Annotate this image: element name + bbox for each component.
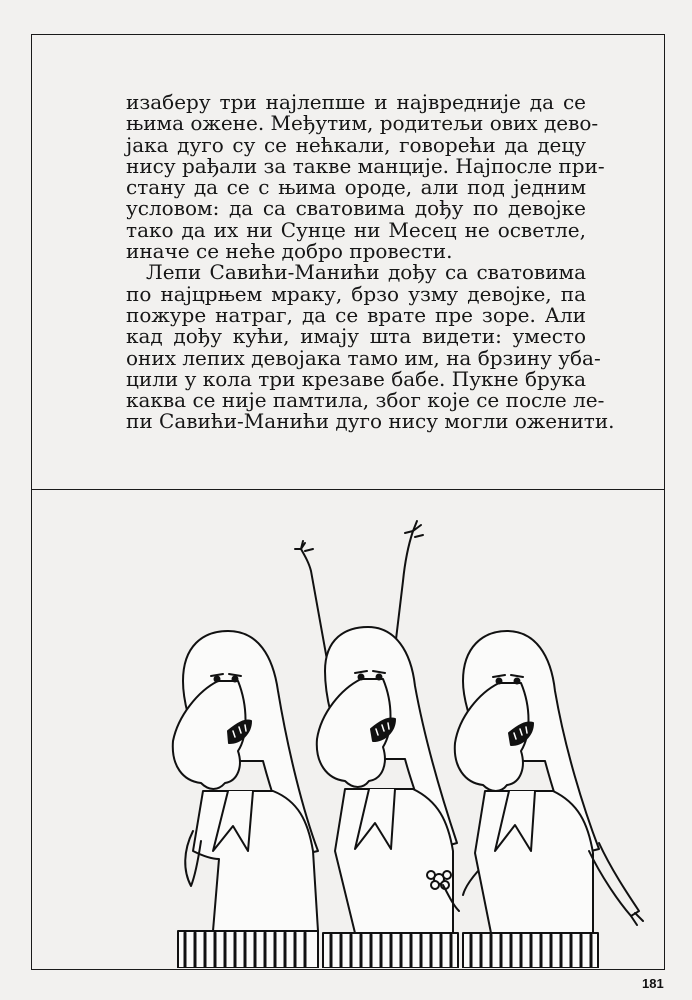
story-text: [126, 90, 615, 434]
woman-middle-figure: [295, 521, 458, 968]
text-line: јака дуго су се нећкали, говорећи да децу: [126, 132, 586, 157]
paragraph-2: [126, 260, 615, 434]
page-number: 181: [642, 976, 664, 991]
woman-left-figure: [173, 631, 318, 968]
text-line: нису рађали за такве манције. Најпосле при-: [126, 153, 605, 178]
three-old-women-illustration: [33, 491, 663, 968]
text-line: условом: да са сватовима дођу по девојке: [126, 196, 586, 221]
text-line: пожуре натраг, да се врате пре зоре. Али: [126, 302, 586, 327]
text-line: по најцрњем мраку, брзо узму девојке, па: [126, 281, 586, 306]
text-line: кад дођу кући, имају шта видети: уместо: [126, 324, 586, 349]
text-line: каква се није памтила, због које се после ле-: [126, 388, 605, 413]
text-line: стану да се с њима ороде, али под једним: [126, 175, 586, 200]
text-line: оних лепих девојака тамо им, на брзину уба-: [126, 345, 601, 370]
text-line: тако да их ни Сунце ни Месец не осветле,: [126, 217, 586, 242]
paragraph-1: [126, 90, 605, 264]
text-line: цили у кола три крезаве бабе. Пукне брука: [126, 366, 587, 391]
text-line: изаберу три најлепше и највредније да се: [126, 90, 586, 114]
text-line: иначе се неће добро провести.: [126, 239, 453, 264]
text-line: њима ожене. Међутим, родитељи ових дево-: [126, 111, 599, 136]
text-line: пи Савићи-Манићи дуго нису могли оженити.: [126, 409, 615, 434]
woman-right-figure: [427, 631, 643, 968]
panel-divider: [31, 489, 665, 490]
text-line: Лепи Савићи-Манићи дођу са сватовима: [146, 260, 586, 285]
